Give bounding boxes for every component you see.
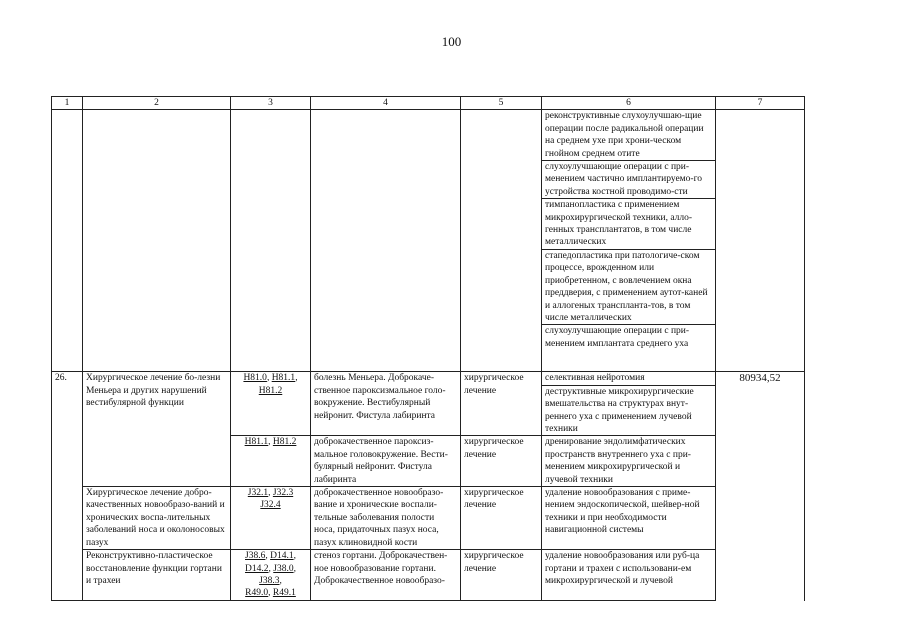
icd-code: H81.2 [258,385,283,396]
treatment-list [542,436,716,487]
patient-model: стеноз гортани. Доброкачествен-ное новообразование гортани. Доброкачественное новообразо- [311,550,461,601]
icd-code: D14.1 [270,551,294,562]
treatment-type: хирургическое лечение [461,436,542,487]
treatment-list [542,110,716,372]
treatment-item: удаление новообразования с приме-нением эндоскопической, шейвер-ной техники и при необходимости навигационной системы [545,488,700,536]
treatment-type: хирургическое лечение [461,550,542,601]
col-header-7: 7 [716,97,805,110]
profile-name: Хирургическое лечение добро-качественных новообразо-ваний и хронических воспа-лительных заболеваний носа и околоносовых пазух [83,487,231,550]
treatment-item: реконструктивные слухоулучшаю-щие операции после радикальной операции на среднем ухе при хрони-ческом гнойном среднем отите [545,111,704,159]
services-table [51,96,805,601]
patient-model: доброкачественное новообразо-вание и хронические воспали-тельные заболевания полости носа, придаточных пазух носа, пазух клиновидной кости [311,487,461,550]
treatment-item: дренирование эндолимфатических пространств внутреннего уха с при-менением микрохирургической и лучевой техники [545,437,691,485]
icd-code: H81.1 [271,373,296,384]
treatment-item: слухоулучшающие операции с при-менением имплантата среднего уха [542,324,715,350]
col-header-4: 4 [311,97,461,110]
col-header-3: 3 [231,97,311,110]
treatment-item: тимпанопластика с применением микрохирургической техники, алло-генных трансплантатов, в том числе металлических [542,198,715,249]
table-row [52,487,805,550]
row-number: 26. [52,372,83,487]
col-header-6: 6 [542,97,716,110]
treatment-type: хирургическое лечение [461,372,542,436]
price-value: 80934,52 [716,372,805,600]
icd-code: R49.1 [272,588,296,599]
icd-codes: H81.1, H81.2 [231,436,311,487]
treatment-item: стапедопластика при патологиче-ском процессе, врожденном или приобретенном, с вовлечением окна преддверия, с применением аутот-каней и аллогеных транспланта-тов, в том числе металлических [542,249,715,324]
col-header-5: 5 [461,97,542,110]
table-row [52,110,805,372]
treatment-item: удаление новообразования или руб-ца гортани и трахеи с использовани-ем микрохирургической и лучевой [545,551,700,586]
patient-model: доброкачественное пароксиз-мальное головокружение. Вести-булярный нейронит. Фистула лабиринта [311,436,461,487]
icd-code: J38.3 [259,575,280,586]
treatment-item: слухоулучшающие операции с при-менением частично имплантируемо-го устройства костной проводимо-сти [542,160,715,198]
icd-codes: J38.6, D14.1, D14.2, J38.0, J38.3, R49.0, R49.1 [231,550,311,601]
treatment-list [542,550,716,601]
icd-code: H81.1 [244,437,269,448]
table-row [52,372,805,436]
treatment-type: хирургическое лечение [461,487,542,550]
icd-code: J32.3 [272,488,294,499]
treatment-list [542,487,716,550]
treatment-item: селективная нейротомия [545,373,645,384]
icd-code: H81.0 [243,373,267,384]
col-header-2: 2 [83,97,231,110]
treatment-item: деструктивные микрохирургические вмешательства на структурах внут-реннего уха с применением лучевой техники [542,385,715,436]
icd-code: D14.2 [245,563,269,574]
table-row [52,550,805,601]
icd-code: J38.0 [273,563,294,574]
icd-code: J38.6 [245,551,266,562]
icd-code: J32.4 [260,500,281,511]
page-number: 100 [441,34,462,49]
icd-code: R49.0 [245,588,269,599]
profile-name: Хирургическое лечение бо-лезни Меньера и других нарушений вестибулярной функции [83,372,231,487]
icd-codes: J32.1, J32.3 J32.4 [231,487,311,550]
icd-code: H81.2 [272,437,297,448]
col-header-1: 1 [52,97,83,110]
icd-codes: H81.0, H81.1, H81.2 [231,372,311,436]
treatment-list [542,372,716,436]
icd-code: J32.1 [247,488,269,499]
patient-model: болезнь Меньера. Доброкаче-ственное пароксизмальное голо-вокружение. Вестибулярный нейронит. Фистула лабиринта [311,372,461,436]
profile-name: Реконструктивно-пластическое восстановление функции гортани и трахеи [83,550,231,601]
header-row [52,97,805,110]
